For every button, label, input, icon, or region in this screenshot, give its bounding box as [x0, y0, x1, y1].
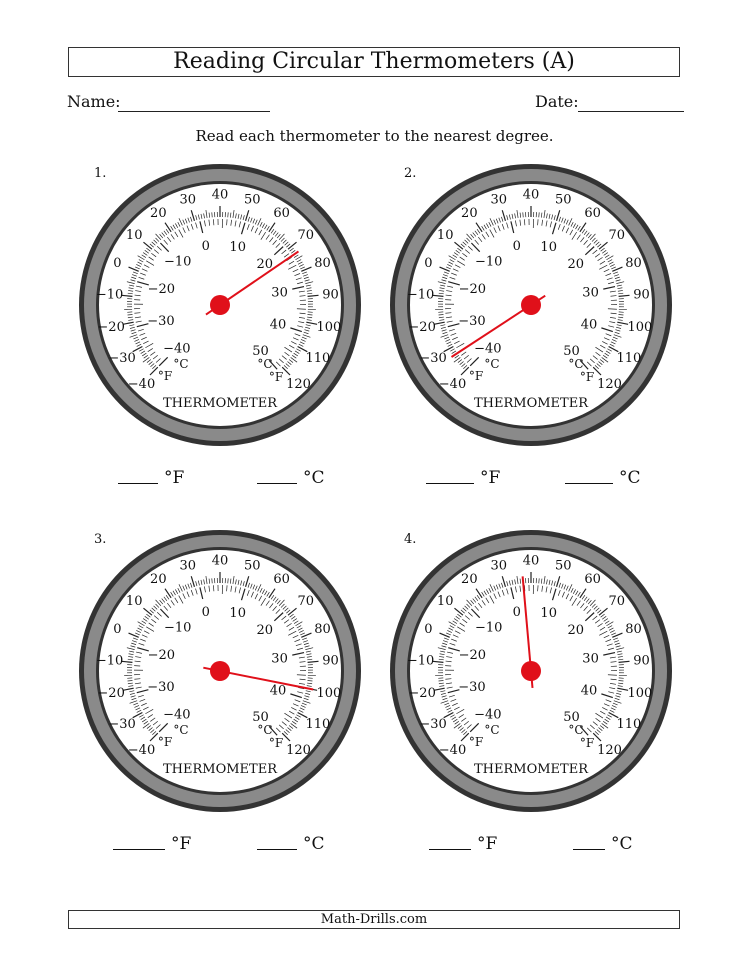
celsius-unit-mark-right: °C — [568, 357, 584, 371]
fahrenheit-unit: °F — [477, 834, 498, 854]
fahrenheit-tick-label: −40 — [438, 376, 467, 392]
fahrenheit-tick-label: 110 — [616, 716, 642, 732]
fahrenheit-tick-label: −20 — [97, 320, 125, 336]
dial-svg — [75, 160, 365, 450]
celsius-answer-blank[interactable] — [573, 848, 605, 850]
celsius-tick-label: 10 — [229, 240, 246, 256]
fahrenheit-tick-label: 100 — [316, 686, 342, 702]
celsius-tick-label: 20 — [567, 257, 585, 273]
celsius-tick-label: 30 — [582, 651, 599, 667]
celsius-tick-label: −40 — [474, 341, 502, 357]
celsius-answer-blank[interactable] — [565, 482, 613, 484]
thermometer-dial — [75, 160, 365, 450]
fahrenheit-tick-label: −10 — [406, 287, 435, 303]
celsius-tick-label: 0 — [512, 605, 521, 621]
celsius-tick-label: −10 — [164, 620, 192, 636]
fahrenheit-unit-mark-left: °F — [157, 735, 173, 749]
celsius-tick-label: 40 — [269, 683, 287, 699]
celsius-unit-mark-right: °C — [257, 723, 273, 737]
fahrenheit-tick-label: 120 — [597, 376, 622, 392]
celsius-tick-label: −30 — [147, 679, 175, 695]
celsius-unit: °C — [619, 468, 641, 488]
celsius-unit-mark-left: °C — [173, 723, 189, 737]
celsius-tick-label: 10 — [540, 606, 557, 622]
fahrenheit-tick-label: 30 — [179, 558, 197, 574]
fahrenheit-unit-mark-right: °F — [579, 370, 595, 384]
celsius-tick-label: −20 — [458, 647, 487, 663]
fahrenheit-tick-label: 70 — [297, 594, 315, 610]
date-field[interactable] — [578, 111, 684, 112]
thermometer-dial — [75, 526, 365, 816]
celsius-tick-label: 50 — [252, 710, 269, 726]
fahrenheit-unit: °F — [164, 468, 185, 488]
fahrenheit-tick-label: 50 — [554, 192, 572, 208]
fahrenheit-unit-mark-right: °F — [268, 736, 284, 750]
fahrenheit-tick-label: 80 — [625, 256, 642, 272]
fahrenheit-answer[interactable] — [118, 468, 184, 488]
celsius-tick-label: −40 — [474, 707, 502, 723]
fahrenheit-tick-label: 100 — [627, 320, 653, 336]
celsius-unit-mark-left: °C — [484, 723, 500, 737]
celsius-tick-label: −20 — [147, 281, 176, 297]
fahrenheit-tick-label: 40 — [522, 187, 540, 203]
fahrenheit-tick-label: 70 — [297, 228, 315, 244]
fahrenheit-tick-label: 100 — [627, 686, 653, 702]
celsius-tick-label: −30 — [458, 679, 486, 695]
fahrenheit-unit-mark-right: °F — [579, 736, 595, 750]
fahrenheit-answer-blank[interactable] — [429, 848, 471, 850]
name-label: Name: — [67, 92, 121, 111]
fahrenheit-tick-label: 20 — [461, 206, 478, 222]
celsius-tick-label: 50 — [563, 710, 580, 726]
dial-svg — [75, 526, 365, 816]
celsius-tick-label: 30 — [582, 285, 599, 301]
fahrenheit-tick-label: 50 — [243, 192, 261, 208]
fahrenheit-tick-label: 90 — [633, 287, 650, 303]
fahrenheit-tick-label: 0 — [113, 256, 122, 272]
fahrenheit-tick-label: −10 — [406, 653, 435, 669]
celsius-tick-label: −10 — [475, 620, 503, 636]
celsius-tick-label: 30 — [271, 651, 288, 667]
fahrenheit-answer-blank[interactable] — [426, 482, 474, 484]
instructions: Read each thermometer to the nearest degree. — [195, 127, 554, 145]
fahrenheit-tick-label: 90 — [322, 287, 339, 303]
celsius-unit: °C — [611, 834, 633, 854]
celsius-tick-label: −30 — [147, 313, 175, 329]
fahrenheit-tick-label: −10 — [95, 287, 124, 303]
fahrenheit-tick-label: 50 — [554, 558, 572, 574]
question-number: 4. — [404, 532, 417, 547]
fahrenheit-tick-label: 30 — [179, 192, 197, 208]
fahrenheit-answer[interactable] — [426, 468, 500, 488]
celsius-tick-label: 0 — [201, 239, 210, 255]
fahrenheit-tick-label: 120 — [286, 376, 311, 392]
fahrenheit-tick-label: −30 — [108, 350, 136, 366]
fahrenheit-tick-label: 0 — [424, 622, 433, 638]
fahrenheit-tick-label: 0 — [424, 256, 433, 272]
celsius-tick-label: 50 — [252, 344, 269, 360]
fahrenheit-tick-label: 20 — [150, 206, 167, 222]
fahrenheit-tick-label: 40 — [522, 553, 540, 569]
celsius-unit-mark-right: °C — [568, 723, 584, 737]
dial-svg — [386, 160, 676, 450]
question-number: 3. — [94, 532, 107, 547]
question-number: 1. — [94, 166, 107, 181]
fahrenheit-tick-label: 120 — [597, 742, 622, 758]
footer: Math-Drills.com — [68, 910, 680, 929]
question-number: 2. — [404, 166, 417, 181]
celsius-unit-mark-left: °C — [484, 357, 500, 371]
dial-brand-label: THERMOMETER — [162, 396, 278, 411]
fahrenheit-unit: °F — [480, 468, 501, 488]
needle-hub — [521, 295, 541, 315]
fahrenheit-answer[interactable] — [113, 834, 191, 854]
celsius-answer[interactable] — [257, 834, 325, 854]
celsius-tick-label: 50 — [563, 344, 580, 360]
celsius-tick-label: 0 — [201, 605, 210, 621]
fahrenheit-answer[interactable] — [429, 834, 497, 854]
fahrenheit-tick-label: 60 — [584, 572, 601, 588]
fahrenheit-tick-label: −20 — [408, 320, 436, 336]
celsius-tick-label: −40 — [163, 707, 191, 723]
fahrenheit-tick-label: −40 — [127, 742, 156, 758]
fahrenheit-tick-label: −30 — [419, 350, 447, 366]
fahrenheit-answer-blank[interactable] — [113, 848, 165, 850]
fahrenheit-tick-label: 110 — [305, 716, 331, 732]
celsius-answer[interactable] — [257, 468, 325, 488]
celsius-answer-blank[interactable] — [257, 848, 297, 850]
fahrenheit-tick-label: 10 — [125, 594, 143, 610]
celsius-tick-label: 20 — [567, 623, 585, 639]
celsius-tick-label: 40 — [269, 317, 287, 333]
celsius-tick-label: −10 — [164, 254, 192, 270]
celsius-tick-label: 40 — [580, 317, 598, 333]
needle-hub — [210, 661, 230, 681]
fahrenheit-tick-label: −20 — [408, 686, 436, 702]
fahrenheit-tick-label: 60 — [273, 206, 290, 222]
fahrenheit-tick-label: 80 — [314, 622, 331, 638]
celsius-answer-blank[interactable] — [257, 482, 297, 484]
fahrenheit-tick-label: 120 — [286, 742, 311, 758]
celsius-answer[interactable] — [573, 834, 633, 854]
fahrenheit-tick-label: 20 — [461, 572, 478, 588]
celsius-tick-label: 10 — [540, 240, 557, 256]
celsius-tick-label: 40 — [580, 683, 598, 699]
name-field[interactable] — [118, 111, 270, 112]
fahrenheit-tick-label: −10 — [95, 653, 124, 669]
fahrenheit-tick-label: −30 — [108, 716, 136, 732]
fahrenheit-tick-label: 110 — [616, 350, 642, 366]
fahrenheit-unit-mark-right: °F — [268, 370, 284, 384]
celsius-tick-label: 10 — [229, 606, 246, 622]
fahrenheit-tick-label: 90 — [322, 653, 339, 669]
celsius-tick-label: −30 — [458, 313, 486, 329]
celsius-tick-label: 20 — [256, 257, 274, 273]
fahrenheit-tick-label: 10 — [436, 228, 454, 244]
celsius-tick-label: 0 — [512, 239, 521, 255]
celsius-tick-label: −10 — [475, 254, 503, 270]
celsius-tick-label: −20 — [458, 281, 487, 297]
fahrenheit-tick-label: 90 — [633, 653, 650, 669]
fahrenheit-tick-label: 30 — [490, 192, 508, 208]
celsius-tick-label: 20 — [256, 623, 274, 639]
fahrenheit-tick-label: 60 — [584, 206, 601, 222]
fahrenheit-tick-label: 60 — [273, 572, 290, 588]
celsius-unit: °C — [303, 834, 325, 854]
fahrenheit-unit-mark-left: °F — [468, 735, 484, 749]
celsius-unit-mark-left: °C — [173, 357, 189, 371]
worksheet-title: Reading Circular Thermometers (A) — [68, 47, 680, 77]
needle-hub — [210, 295, 230, 315]
dial-brand-label: THERMOMETER — [473, 396, 589, 411]
celsius-answer[interactable] — [565, 468, 641, 488]
celsius-tick-label: −40 — [163, 341, 191, 357]
fahrenheit-tick-label: 100 — [316, 320, 342, 336]
dial-brand-label: THERMOMETER — [162, 762, 278, 777]
fahrenheit-tick-label: 50 — [243, 558, 261, 574]
fahrenheit-answer-blank[interactable] — [118, 482, 158, 484]
fahrenheit-tick-label: 110 — [305, 350, 331, 366]
fahrenheit-tick-label: 70 — [608, 594, 626, 610]
fahrenheit-tick-label: 80 — [314, 256, 331, 272]
celsius-unit: °C — [303, 468, 325, 488]
celsius-tick-label: −20 — [147, 647, 176, 663]
fahrenheit-tick-label: 40 — [211, 187, 229, 203]
fahrenheit-tick-label: 0 — [113, 622, 122, 638]
fahrenheit-tick-label: 30 — [490, 558, 508, 574]
fahrenheit-tick-label: 70 — [608, 228, 626, 244]
dial-svg — [386, 526, 676, 816]
fahrenheit-tick-label: −20 — [97, 686, 125, 702]
celsius-unit-mark-right: °C — [257, 357, 273, 371]
date-label: Date: — [535, 92, 579, 111]
celsius-tick-label: 30 — [271, 285, 288, 301]
fahrenheit-unit: °F — [171, 834, 192, 854]
fahrenheit-tick-label: 80 — [625, 622, 642, 638]
fahrenheit-tick-label: 40 — [211, 553, 229, 569]
needle-hub — [521, 661, 541, 681]
fahrenheit-tick-label: −30 — [419, 716, 447, 732]
fahrenheit-tick-label: 20 — [150, 572, 167, 588]
fahrenheit-tick-label: 10 — [125, 228, 143, 244]
thermometer-dial — [386, 160, 676, 450]
fahrenheit-unit-mark-left: °F — [468, 369, 484, 383]
thermometer-dial — [386, 526, 676, 816]
fahrenheit-tick-label: −40 — [438, 742, 467, 758]
dial-brand-label: THERMOMETER — [473, 762, 589, 777]
fahrenheit-unit-mark-left: °F — [157, 369, 173, 383]
fahrenheit-tick-label: 10 — [436, 594, 454, 610]
fahrenheit-tick-label: −40 — [127, 376, 156, 392]
